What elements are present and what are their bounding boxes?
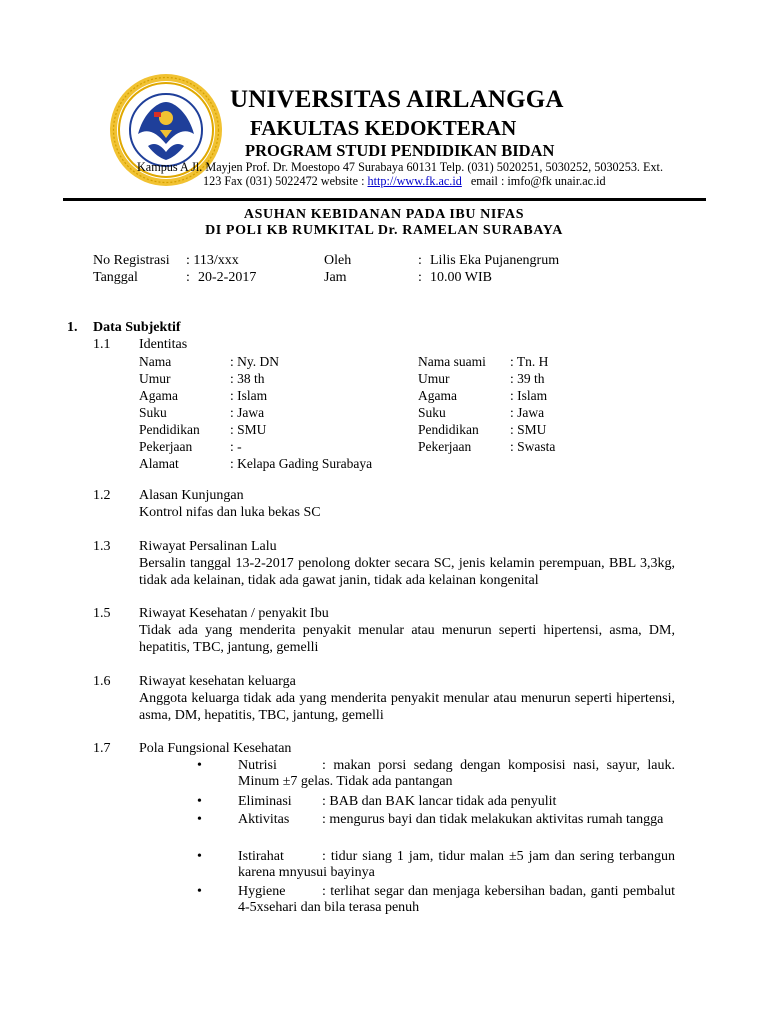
faculty-name: FAKULTAS KEDOKTERAN — [250, 116, 517, 140]
husband-identity-value: : Islam — [510, 388, 548, 403]
email-text: email : imfo@fk unair.ac.id — [470, 174, 606, 188]
subsection-number: 1.6 — [93, 674, 111, 689]
functional-pattern-label: Aktivitas — [238, 812, 290, 827]
reg-value: : 113/xxx — [186, 253, 239, 268]
document-title-line-2: DI POLI KB RUMKITAL Dr. RAMELAN SURABAYA — [205, 223, 563, 238]
subsection-text: Tidak ada yang menderita penyakit menular atau menurun seperti hipertensi, asma, DM, hepatitis, TBC, jantung, gemelli — [139, 623, 675, 655]
by-value: Lilis Eka Pujanengrum — [430, 253, 560, 268]
husband-identity-value: : Jawa — [510, 405, 545, 420]
functional-pattern-text: : terlihat segar dan menjaga kebersihan badan, ganti pembalut 4-5xsehari dan bila terasa penuh — [238, 884, 675, 915]
identity-label: Agama — [139, 388, 178, 403]
subsection-number: 1.5 — [93, 606, 111, 621]
section-number: 1. — [67, 320, 78, 335]
husband-identity-label: Agama — [418, 388, 457, 403]
functional-pattern-label: Hygiene — [238, 884, 286, 899]
husband-identity-label: Nama suami — [418, 354, 486, 369]
subsection-label: Alasan Kunjungan — [139, 488, 244, 503]
bullet-icon: • — [197, 812, 202, 827]
subsection-label: Riwayat kesehatan keluarga — [139, 674, 296, 689]
address-line-1: Kampus A Jl. Mayjen Prof. Dr. Moestopo 47 Surabaya 60131 Telp. (031) 5020251, 5030252, 5030253. Ext. — [137, 160, 663, 174]
husband-identity-label: Suku — [418, 405, 446, 420]
subsection-label: Pola Fungsional Kesehatan — [139, 741, 292, 756]
identity-value: : Jawa — [230, 405, 265, 420]
header-divider — [63, 198, 706, 201]
time-colon: : — [418, 270, 422, 285]
bullet-icon: • — [197, 758, 202, 773]
functional-pattern-text: : mengurus bayi dan tidak melakukan aktivitas rumah tangga — [322, 812, 664, 827]
husband-identity-value: : 39 th — [510, 371, 545, 386]
bullet-icon: • — [197, 794, 202, 809]
identity-value: : Kelapa Gading Surabaya — [230, 456, 373, 471]
functional-pattern-item — [238, 812, 675, 828]
subsection-text: Bersalin tanggal 13-2-2017 penolong dokter secara SC, jenis kelamin perempuan, BBL 3,3kg, tidak ada kelainan, tidak ada gawat janin, tidak ada kelainan kongenital — [139, 556, 675, 588]
functional-pattern-item — [238, 794, 675, 810]
husband-identity-label: Umur — [418, 371, 450, 386]
husband-identity-label: Pekerjaan — [418, 439, 472, 454]
functional-pattern-text: : tidur siang 1 jam, tidur malan ±5 jam dan sering terbangun karena mnyusui bayinya — [238, 849, 675, 880]
functional-pattern-label: Eliminasi — [238, 794, 292, 809]
husband-identity-value: : SMU — [510, 422, 547, 437]
date-colon: : — [186, 270, 190, 285]
identity-value: : 38 th — [230, 371, 265, 386]
subsection-label: Identitas — [139, 337, 188, 352]
functional-pattern-item — [238, 849, 675, 881]
bullet-icon: • — [197, 884, 202, 899]
identity-label: Suku — [139, 405, 167, 420]
husband-identity-label: Pendidikan — [418, 422, 479, 437]
identity-value: : Ny. DN — [230, 354, 279, 369]
subsection-text: Kontrol nifas dan luka bekas SC — [139, 505, 321, 520]
functional-pattern-item — [238, 884, 675, 916]
identity-label: Pekerjaan — [139, 439, 193, 454]
functional-pattern-text: : BAB dan BAK lancar tidak ada penyulit — [322, 794, 557, 809]
time-label: Jam — [324, 270, 347, 285]
subsection-label: Riwayat Persalinan Lalu — [139, 539, 277, 554]
subsection-label: Riwayat Kesehatan / penyakit Ibu — [139, 606, 329, 621]
identity-label: Pendidikan — [139, 422, 200, 437]
reg-label: No Registrasi — [93, 253, 170, 268]
program-name: PROGRAM STUDI PENDIDIKAN BIDAN — [245, 141, 555, 160]
time-value: 10.00 WIB — [430, 270, 492, 285]
identity-label: Umur — [139, 371, 171, 386]
fax-text: 123 Fax (031) 5022472 website : — [203, 174, 368, 188]
functional-pattern-item — [238, 758, 675, 790]
address-line-2 — [203, 174, 606, 189]
identity-label: Alamat — [139, 456, 179, 471]
identity-value: : SMU — [230, 422, 267, 437]
functional-pattern-label: Istirahat — [238, 849, 284, 864]
subsection-text: Anggota keluarga tidak ada yang menderita penyakit menular atau menurun seperti hipertensi, asma, DM, hepatitis, TBC, jantung, gemelli — [139, 691, 675, 723]
date-label: Tanggal — [93, 270, 138, 285]
identity-value: : Islam — [230, 388, 268, 403]
functional-pattern-text: : makan porsi sedang dengan komposisi nasi, sayur, lauk. Minum ±7 gelas. Tidak ada pantangan — [238, 758, 675, 789]
by-label: Oleh — [324, 253, 352, 268]
subsection-number: 1.3 — [93, 539, 111, 554]
husband-identity-value: : Tn. H — [510, 354, 549, 369]
identity-value: : - — [230, 439, 242, 454]
bullet-icon: • — [197, 849, 202, 864]
subsection-number: 1.7 — [93, 741, 111, 756]
date-value: 20-2-2017 — [198, 270, 257, 285]
subsection-number: 1.2 — [93, 488, 111, 503]
by-colon: : — [418, 253, 422, 268]
document-title-line-1: ASUHAN KEBIDANAN PADA IBU NIFAS — [243, 207, 525, 222]
functional-pattern-label: Nutrisi — [238, 758, 277, 773]
section-title: Data Subjektif — [93, 320, 181, 335]
husband-identity-value: : Swasta — [510, 439, 556, 454]
university-name: UNIVERSITAS AIRLANGGA — [230, 86, 564, 113]
website-link[interactable]: http://www.fk.ac.id — [367, 174, 462, 188]
identity-label: Nama — [139, 354, 172, 369]
subsection-number: 1.1 — [93, 337, 111, 352]
